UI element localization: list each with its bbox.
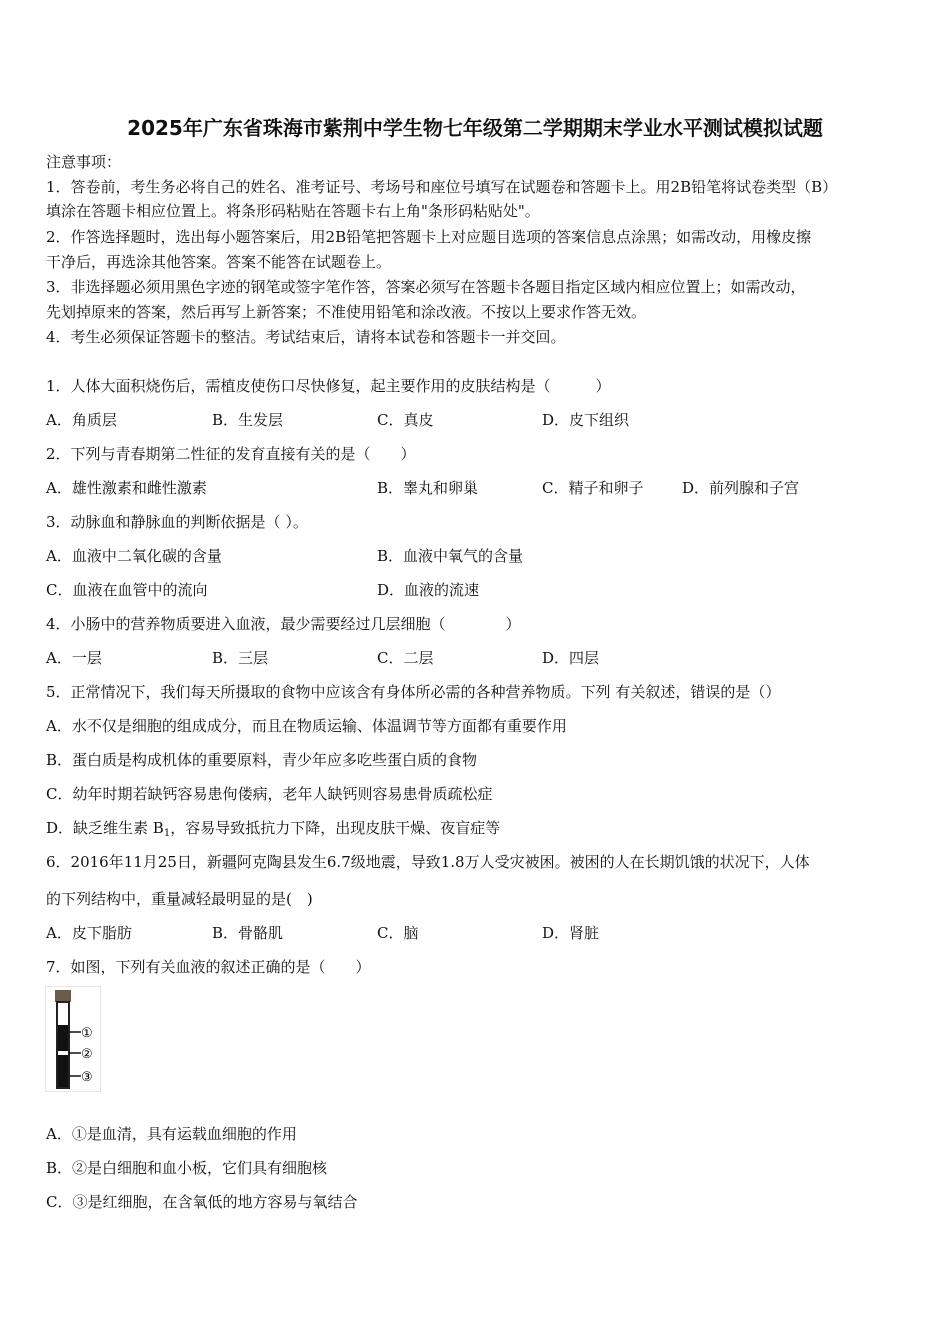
- notice-line: 2．作答选择题时，选出每小题答案后，用2B铅笔把答题卡上对应题目选项的答案信息点涂黑；如需改动，用橡皮擦: [46, 228, 812, 246]
- q5-option-d-subscript: 1: [163, 828, 171, 839]
- q1-option-b: B．生发层: [212, 411, 284, 429]
- q3-option-d: D．血液的流速: [377, 581, 480, 599]
- q2-option-d: D．前列腺和子宫: [682, 479, 800, 497]
- notice-line: 干净后，再选涂其他答案。答案不能答在试题卷上。: [46, 253, 392, 271]
- q4-option-a: A．一层: [46, 649, 102, 667]
- notice-line: 4．考生必须保证答题卡的整洁。考试结束后，请将本试卷和答题卡一并交回。: [46, 328, 566, 346]
- q4-option-d: D．四层: [542, 649, 600, 667]
- tube-layer-1: [58, 1025, 68, 1051]
- q6-option-c: C．脑: [377, 924, 419, 942]
- question-2-stem: 2．下列与青春期第二性征的发育直接有关的是（ ）: [46, 445, 416, 463]
- notice-heading: 注意事项：: [46, 153, 122, 171]
- q2-option-a: A．雄性激素和雌性激素: [46, 479, 207, 497]
- q6-option-b: B．骨骼肌: [212, 924, 284, 942]
- notice-line: 填涂在答题卡相应位置上。将条形码粘贴在答题卡右上角"条形码粘贴处"。: [46, 202, 540, 220]
- q1-option-d: D．皮下组织: [542, 411, 630, 429]
- question-6-stem-line-1: 6．2016年11月25日，新疆阿克陶县发生6.7级地震，导致1.8万人受灾被困。被困的人在长期饥饿的状况下，人体: [46, 853, 810, 871]
- q5-option-b: B．蛋白质是构成机体的重要原料，青少年应多吃些蛋白质的食物: [46, 751, 478, 769]
- q4-option-c: C．二层: [377, 649, 434, 667]
- q4-option-b: B．三层: [212, 649, 269, 667]
- q5-option-d-suffix: ，容易导致抵抗力下降，出现皮肤干燥、夜盲症等: [170, 819, 501, 837]
- notice-line: 1．答卷前，考生务必将自己的姓名、准考证号、考场号和座位号填写在试题卷和答题卡上。用2B铅笔将试卷类型（B）: [46, 178, 838, 196]
- question-7-stem: 7．如图，下列有关血液的叙述正确的是（ ）: [46, 958, 371, 976]
- q6-option-a: A．皮下脂肪: [46, 924, 132, 942]
- question-1-stem: 1．人体大面积烧伤后，需植皮使伤口尽快修复，起主要作用的皮肤结构是（ ）: [46, 377, 611, 395]
- question-4-stem: 4．小肠中的营养物质要进入血液，最少需要经过几层细胞（ ）: [46, 615, 521, 633]
- q1-option-a: A．角质层: [46, 411, 117, 429]
- q7-option-a: A．①是血清，具有运载血细胞的作用: [46, 1125, 297, 1143]
- tube-cap: [55, 990, 71, 1002]
- page-title: 2025年广东省珠海市紫荆中学生物七年级第二学期期末学业水平测试模拟试题: [127, 116, 823, 140]
- blood-tube-figure: [45, 986, 101, 1092]
- tube-layer-3: [58, 1055, 68, 1087]
- notice-line: 先划掉原来的答案，然后再写上新答案；不准使用铅笔和涂改液。不按以上要求作答无效。: [46, 303, 647, 321]
- question-5-stem: 5．正常情况下，我们每天所摄取的食物中应该含有身体所必需的各种营养物质。下列 有关叙述，错误的是（）: [46, 683, 781, 701]
- tube-top-space: [58, 1003, 68, 1025]
- q5-option-d-prefix: D．缺乏维生素 B: [46, 819, 164, 837]
- label-1: ①: [81, 1026, 93, 1041]
- q3-option-a: A．血液中二氧化碳的含量: [46, 547, 222, 565]
- q7-option-b: B．②是白细胞和血小板，它们具有细胞核: [46, 1159, 328, 1177]
- label-2: ②: [81, 1047, 93, 1062]
- q5-option-d: [46, 818, 500, 844]
- q3-option-b: B．血液中氧气的含量: [377, 547, 524, 565]
- q2-option-b: B．睾丸和卵巢: [377, 479, 479, 497]
- q1-option-c: C．真皮: [377, 411, 434, 429]
- notice-line: 3．非选择题必须用黑色字迹的钢笔或签字笔作答，答案必须写在答题卡各题目指定区域内相应位置上；如需改动，: [46, 278, 806, 296]
- q6-option-d: D．肾脏: [542, 924, 600, 942]
- q7-option-c: C．③是红细胞，在含氧低的地方容易与氧结合: [46, 1193, 358, 1211]
- q5-option-a: A．水不仅是细胞的组成成分，而且在物质运输、体温调节等方面都有重要作用: [46, 717, 567, 735]
- question-3-stem: 3．动脉血和静脉血的判断依据是（ ）。: [46, 513, 308, 531]
- question-6-stem-line-2: 的下列结构中，重量减轻最明显的是( ): [46, 890, 313, 908]
- q2-option-c: C．精子和卵子: [542, 479, 644, 497]
- tube-layer-2: [58, 1051, 68, 1055]
- q5-option-c: C．幼年时期若缺钙容易患佝偻病，老年人缺钙则容易患骨质疏松症: [46, 785, 493, 803]
- label-3: ③: [81, 1070, 93, 1085]
- q3-option-c: C．血液在血管中的流向: [46, 581, 208, 599]
